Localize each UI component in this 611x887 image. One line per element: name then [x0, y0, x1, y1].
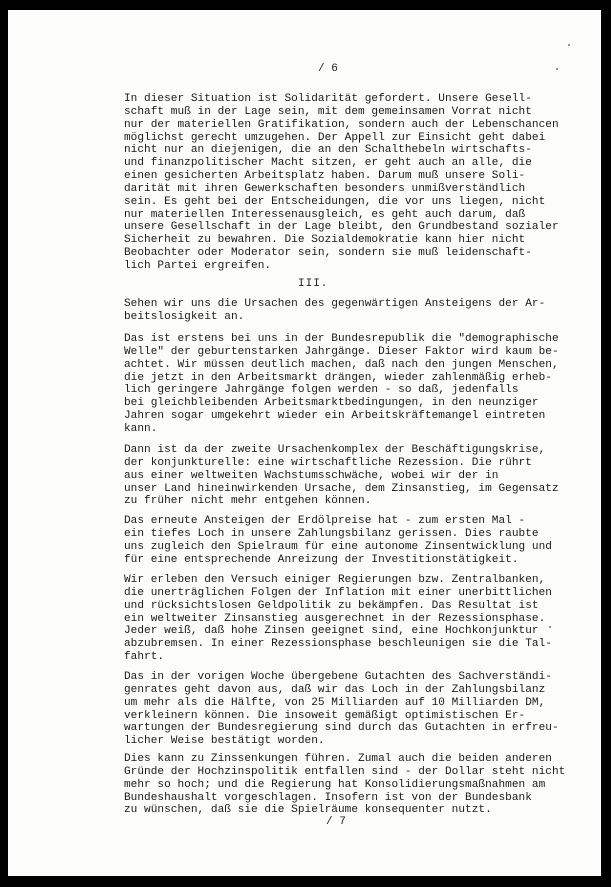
- next-page-marker: / 7: [326, 816, 346, 828]
- paragraph-oil-prices: Das erneute Ansteigen der Erdölpreise hat - zum ersten Mal - ein tiefes Loch in unsere Zahlungsbilanz gerissen. Dies raubte uns zugleich den Spielraum für eine autonome Zinsentwicklung und für eine entsprechende Anreizung der Investitionstätigkeit.: [124, 515, 552, 566]
- scan-speck: [568, 44, 570, 46]
- paragraph-recession: Dann ist da der zweite Ursachenkomplex der Beschäftigungskrise, der konjunkturelle: eine wirtschaftliche Rezession. Die rührt aus einer weltweiten Wachstumsschwäche, wobei wir der in unser Land hineinwirkenden Ursache, dem Zinsanstieg, im Gegensatz zu früher nicht mehr entgehen können.: [124, 444, 559, 508]
- scan-speck: [549, 626, 551, 628]
- paragraph-solidarity: In dieser Situation ist Solidarität gefordert. Unsere Gesell- schaft muß in der Lage sein, mit dem gemeinsamen Vorrat nicht nur der materiellen Gratifikation, sondern auch der Lebenschancen möglichst gerecht umzugehen. Der Appell zur Einsicht geht dabei nicht nur an diejenigen, die an den Schalthebeln wirtschafts- und finanzpolitischer Macht sitzen, er geht auch an alle, die einen gesicherten Arbeitsplatz haben. Darum muß unsere Soli- darität mit ihren Gewerkschaften besonders unmißverständlich sein. Es geht bei der Entscheidungen, die vor uns liegen, nicht nur materiellen Interessenausgleich, es geht auch darum, daß unsere Gesellschaft in der Lage bleibt, den Grundbestand sozialer Sicherheit zu bewahren. Die Sozialdemokratie kann hier nicht Beobachter oder Moderator sein, sondern sie muß leidenschaft- lich Partei ergreifen.: [124, 93, 559, 272]
- page-number: / 6: [318, 63, 338, 75]
- paragraph-interest-policy: Wir erleben den Versuch einiger Regierungen bzw. Zentralbanken, die unerträglichen Folgen der Inflation mit einer unerbittlichen und rücksichtslosen Geldpolitik zu bekämpfen. Das Resultat ist ein weltweiter Zinsanstieg ausgerechnet in der Rezessionsphase. Jeder weiß, daß hohe Zinsen geeignet sind, eine Hochkonjunktur abzubremsen. In einer Rezessionsphase beschleunigen sie die Tal- fahrt.: [124, 574, 552, 664]
- scan-speck: [556, 68, 558, 70]
- paragraph-causes-intro: Sehen wir uns die Ursachen des gegenwärtigen Ansteigens der Ar- beitslosigkeit an.: [124, 298, 546, 323]
- paragraph-interest-cuts: Dies kann zu Zinssenkungen führen. Zumal auch die beiden anderen Gründe der Hochzinspolitik entfallen sind - der Dollar steht nicht mehr so hoch; und die Regierung hat Konsolidierungsmaßnahmen am Bundeshaushalt vorgeschlagen. Insofern ist von der Bundesbank zu wünschen, daß sie die Spielräume konsequenter nutzt.: [124, 753, 566, 817]
- document-page: [8, 10, 601, 876]
- paragraph-demographic-wave: Das ist erstens bei uns in der Bundesrepublik die "demographische Welle" der geburtenstarken Jahrgänge. Dieser Faktor wird kaum be- achtet. Wir müssen deutlich machen, daß nach den jungen Menschen, die jetzt in den Arbeitsmarkt drängen, wieder zahlenmäßig erheb- lich geringere Jahrgänge folgen werden - so daß, jedenfalls bei gleichbleibenden Arbeitsmarktbedingungen, in den neunziger Jahren sogar umgekehrt wieder ein Arbeitskräftemangel eintreten kann.: [124, 333, 559, 435]
- section-heading: III.: [298, 278, 329, 290]
- paragraph-expert-report: Das in der vorigen Woche übergebene Gutachten des Sachverständi- genrates geht davon aus, daß wir das Loch in der Zahlungsbilanz um mehr als die Hälfte, von 25 Milliarden auf 10 Milliarden DM, verkleinern können. Die insoweit gemäßigt optimistischen Er- wartungen der Bundesregierung sind durch das Gutachten in erfreu- licher Weise bestätigt worden.: [124, 671, 559, 748]
